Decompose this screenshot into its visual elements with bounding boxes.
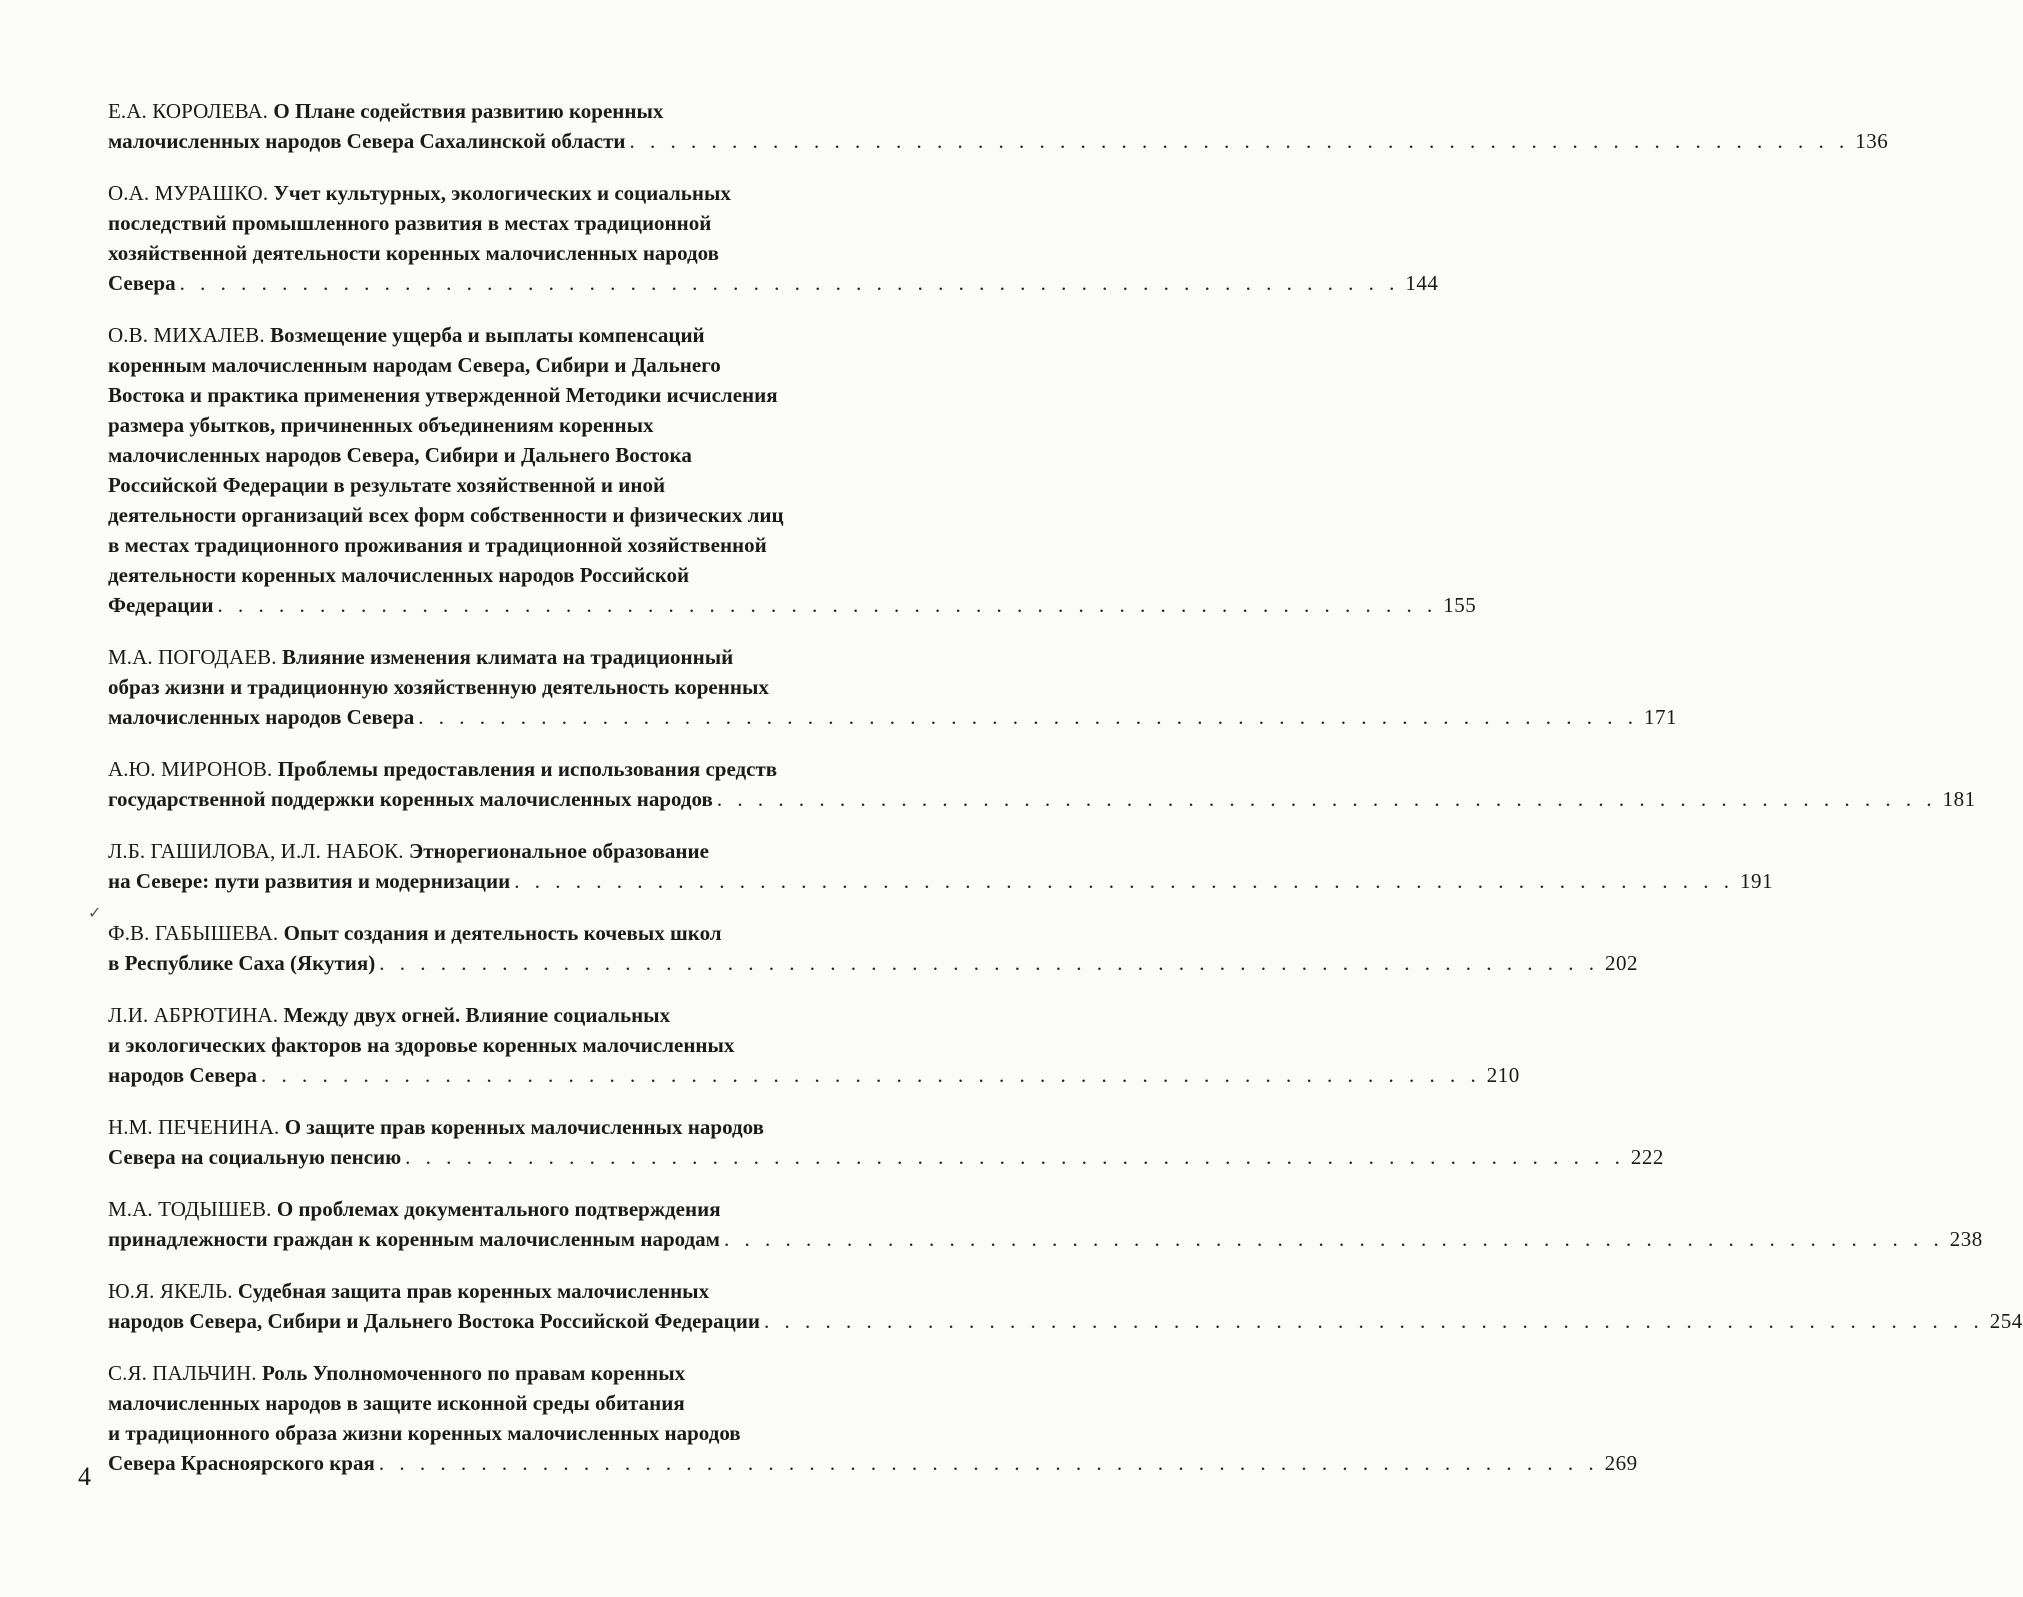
toc-last-line (108, 948, 1638, 978)
toc-title-text: Проблемы предоставления и использования средств (277, 757, 778, 781)
toc-page-number: 181 (1942, 787, 1976, 811)
toc-title-line (108, 470, 938, 500)
toc-entry (108, 836, 1773, 896)
dot-leader: . . . . . . . . . . . . . . . . . . . . . . . . . . . . . . . . . . . . . . . . . . . . . . . . . . . . . . . . . . . . (763, 1309, 1984, 1333)
toc-title-text: государственной поддержки коренных малочисленных народов (108, 787, 713, 811)
toc-last-line (108, 1224, 1983, 1254)
toc-page-number: 238 (1949, 1227, 1983, 1251)
toc-title-line (108, 380, 938, 410)
toc-title-text: малочисленных народов в защите исконной среды обитания (108, 1391, 685, 1415)
toc-entry (108, 1276, 2023, 1336)
toc-title-text: Между двух огней. Влияние социальных (283, 1003, 671, 1027)
toc-title-line (108, 178, 938, 208)
toc-title-line (108, 1112, 938, 1142)
toc-title-line (108, 1418, 938, 1448)
toc-title-line (108, 530, 938, 560)
toc-title-line (108, 96, 938, 126)
toc-last-line (108, 1142, 1664, 1172)
pencil-check-mark-icon: ✓ (88, 905, 102, 922)
toc-author: Е.А. КОРОЛЕВА. (108, 99, 274, 123)
toc-last-line (108, 268, 1439, 298)
toc-title-text: размера убытков, причиненных объединениям коренных (108, 413, 654, 437)
toc-entry (108, 1358, 1638, 1478)
dot-leader: . . . . . . . . . . . . . . . . . . . . . . . . . . . . . . . . . . . . . . . . . . . . . . . . . . . . . . . . . . . . (405, 1145, 1625, 1169)
toc-page-number: 254 (1989, 1309, 2023, 1333)
toc-page-number: 155 (1443, 593, 1477, 617)
toc-title-line (108, 320, 938, 350)
toc-entry (108, 320, 1477, 620)
toc-last-line (108, 784, 1976, 814)
toc-title-text: образ жизни и традиционную хозяйственную деятельность коренных (108, 675, 769, 699)
toc-title-line (108, 642, 938, 672)
toc-title-text: О Плане содействия развитию коренных (273, 99, 664, 123)
dot-leader: . . . . . . . . . . . . . . . . . . . . . . . . . . . . . . . . . . . . . . . . . . . . . . . . . . . . . . . . . . . . (217, 593, 1438, 617)
toc-entry (108, 1112, 1664, 1172)
toc-last-line (108, 866, 1773, 896)
toc-last-line (108, 1060, 1520, 1090)
toc-title-text: малочисленных народов Севера, Сибири и Дальнего Востока (108, 443, 692, 467)
toc-title-text: Учет культурных, экологических и социальных (273, 181, 731, 205)
toc-page-number: 222 (1630, 1145, 1664, 1169)
toc-title-text: в местах традиционного проживания и традиционной хозяйственной (108, 533, 767, 557)
dot-leader: . . . . . . . . . . . . . . . . . . . . . . . . . . . . . . . . . . . . . . . . . . . . . . . . . . . . . . . . . . . . (716, 787, 1937, 811)
toc-title-line (108, 1030, 938, 1060)
toc-title-line (108, 208, 938, 238)
dot-leader: . . . . . . . . . . . . . . . . . . . . . . . . . . . . . . . . . . . . . . . . . . . . . . . . . . . . . . . . . . . . (514, 869, 1734, 893)
toc-title-text: Севера Красноярского края (108, 1451, 375, 1475)
toc-title-line (108, 238, 938, 268)
toc-title-text: Влияние изменения климата на традиционный (281, 645, 734, 669)
dot-leader: . . . . . . . . . . . . . . . . . . . . . . . . . . . . . . . . . . . . . . . . . . . . . . . . . . . . . . . . . . . . (260, 1063, 1481, 1087)
dot-leader: . . . . . . . . . . . . . . . . . . . . . . . . . . . . . . . . . . . . . . . . . . . . . . . . . . . . . . . . . . . . (418, 705, 1638, 729)
toc-last-line (108, 1306, 2023, 1336)
toc-title-text: Этнорегиональное образование (408, 839, 709, 863)
toc-title-line (108, 754, 938, 784)
toc-author: М.А. ПОГОДАЕВ. (108, 645, 282, 669)
toc-title-line (108, 500, 938, 530)
toc-title-text: Севера (108, 271, 176, 295)
toc-title-text: О проблемах документального подтверждения (276, 1197, 721, 1221)
toc-title-line (108, 1388, 938, 1418)
toc-title-line (108, 1358, 938, 1388)
dot-leader: . . . . . . . . . . . . . . . . . . . . . . . . . . . . . . . . . . . . . . . . . . . . . . . . . . . . . . . . . . . . (179, 271, 1400, 295)
toc-title-line (108, 560, 938, 590)
toc-page-number: 171 (1644, 705, 1677, 729)
toc-title-line (108, 836, 938, 866)
toc-title-text: Опыт создания и деятельность кочевых школ (283, 921, 722, 945)
page-number: 4 (78, 1462, 91, 1491)
toc-title-text: О защите прав коренных малочисленных народов (284, 1115, 764, 1139)
toc-title-text: последствий промышленного развития в местах традиционной (108, 211, 712, 235)
toc-title-line (108, 350, 938, 380)
toc-page-number: 202 (1605, 951, 1638, 975)
toc-author: Ю.Я. ЯКЕЛЬ. (108, 1279, 238, 1303)
toc-author: М.А. ТОДЫШЕВ. (108, 1197, 277, 1221)
toc-title-text: малочисленных народов Севера (108, 705, 415, 729)
toc-entry (108, 918, 1638, 978)
toc-title-text: народов Севера (108, 1063, 257, 1087)
toc-entry (108, 642, 1677, 732)
dot-leader: . . . . . . . . . . . . . . . . . . . . . . . . . . . . . . . . . . . . . . . . . . . . . . . . . . . . . . . . . . . . (723, 1227, 1944, 1251)
toc-entry (108, 1194, 1983, 1254)
toc-title-line (108, 1276, 938, 1306)
toc-title-text: Российской Федерации в результате хозяйственной и иной (108, 473, 666, 497)
toc-title-line (108, 672, 938, 702)
toc-title-text: Возмещение ущерба и выплаты компенсаций (270, 323, 705, 347)
toc-author: Н.М. ПЕЧЕНИНА. (108, 1115, 285, 1139)
toc-author: О.А. МУРАШКО. (108, 181, 274, 205)
toc-page-number: 210 (1486, 1063, 1520, 1087)
toc-title-text: коренным малочисленным народам Севера, Сибири и Дальнего (108, 353, 721, 377)
toc-title-text: народов Севера, Сибири и Дальнего Востока Российской Федерации (108, 1309, 760, 1333)
toc-title-text: в Республике Саха (Якутия) (108, 951, 376, 975)
toc-title-line (108, 440, 938, 470)
dot-leader: . . . . . . . . . . . . . . . . . . . . . . . . . . . . . . . . . . . . . . . . . . . . . . . . . . . . . . . . . . . . (378, 1451, 1599, 1475)
toc-entry (108, 1000, 1520, 1090)
toc-author: Ф.В. ГАБЫШЕВА. (108, 921, 284, 945)
toc-author: С.Я. ПАЛЬЧИН. (108, 1361, 262, 1385)
toc-title-text: хозяйственной деятельности коренных малочисленных народов (108, 241, 719, 265)
toc-last-line (108, 1448, 1638, 1478)
toc-page-number: 136 (1855, 129, 1889, 153)
toc-title-text: Роль Уполномоченного по правам коренных (261, 1361, 686, 1385)
toc-title-text: Федерации (108, 593, 214, 617)
toc-title-text: Севера на социальную пенсию (108, 1145, 402, 1169)
toc-last-line (108, 590, 1477, 620)
toc-page-number: 191 (1739, 869, 1773, 893)
toc-last-line (108, 702, 1677, 732)
toc-entry (108, 178, 1439, 298)
toc-last-line (108, 126, 1889, 156)
toc-entry (108, 754, 1976, 814)
dot-leader: . . . . . . . . . . . . . . . . . . . . . . . . . . . . . . . . . . . . . . . . . . . . . . . . . . . . . . . . . . . . (379, 951, 1599, 975)
toc-title-text: Востока и практика применения утвержденной Методики исчисления (108, 383, 778, 407)
toc-title-line (108, 410, 938, 440)
toc-title-text: и традиционного образа жизни коренных малочисленных народов (108, 1421, 741, 1445)
toc-title-text: на Севере: пути развития и модернизации (108, 869, 511, 893)
toc-author: О.В. МИХАЛЕВ. (108, 323, 271, 347)
toc-author: Л.Б. ГАШИЛОВА, И.Л. НАБОК. (108, 839, 409, 863)
toc-title-text: принадлежности граждан к коренным малочисленным народам (108, 1227, 720, 1251)
toc-entry (108, 96, 1889, 156)
toc-title-text: Судебная защита прав коренных малочисленных (237, 1279, 710, 1303)
toc-author: А.Ю. МИРОНОВ. (108, 757, 278, 781)
toc-title-text: и экологических факторов на здоровье коренных малочисленных (108, 1033, 735, 1057)
toc-title-text: деятельности организаций всех форм собственности и физических лиц (108, 503, 784, 527)
toc-title-line (108, 1000, 938, 1030)
toc-title-line (108, 918, 938, 948)
toc-title-line (108, 1194, 938, 1224)
toc-title-text: деятельности коренных малочисленных народов Российской (108, 563, 690, 587)
toc-page-number: 269 (1604, 1451, 1638, 1475)
toc-author: Л.И. АБРЮТИНА. (108, 1003, 284, 1027)
toc-page-number: 144 (1405, 271, 1439, 295)
dot-leader: . . . . . . . . . . . . . . . . . . . . . . . . . . . . . . . . . . . . . . . . . . . . . . . . . . . . . . . . . . . . (629, 129, 1850, 153)
table-of-contents (108, 96, 2023, 1500)
toc-title-text: малочисленных народов Севера Сахалинской области (108, 129, 626, 153)
